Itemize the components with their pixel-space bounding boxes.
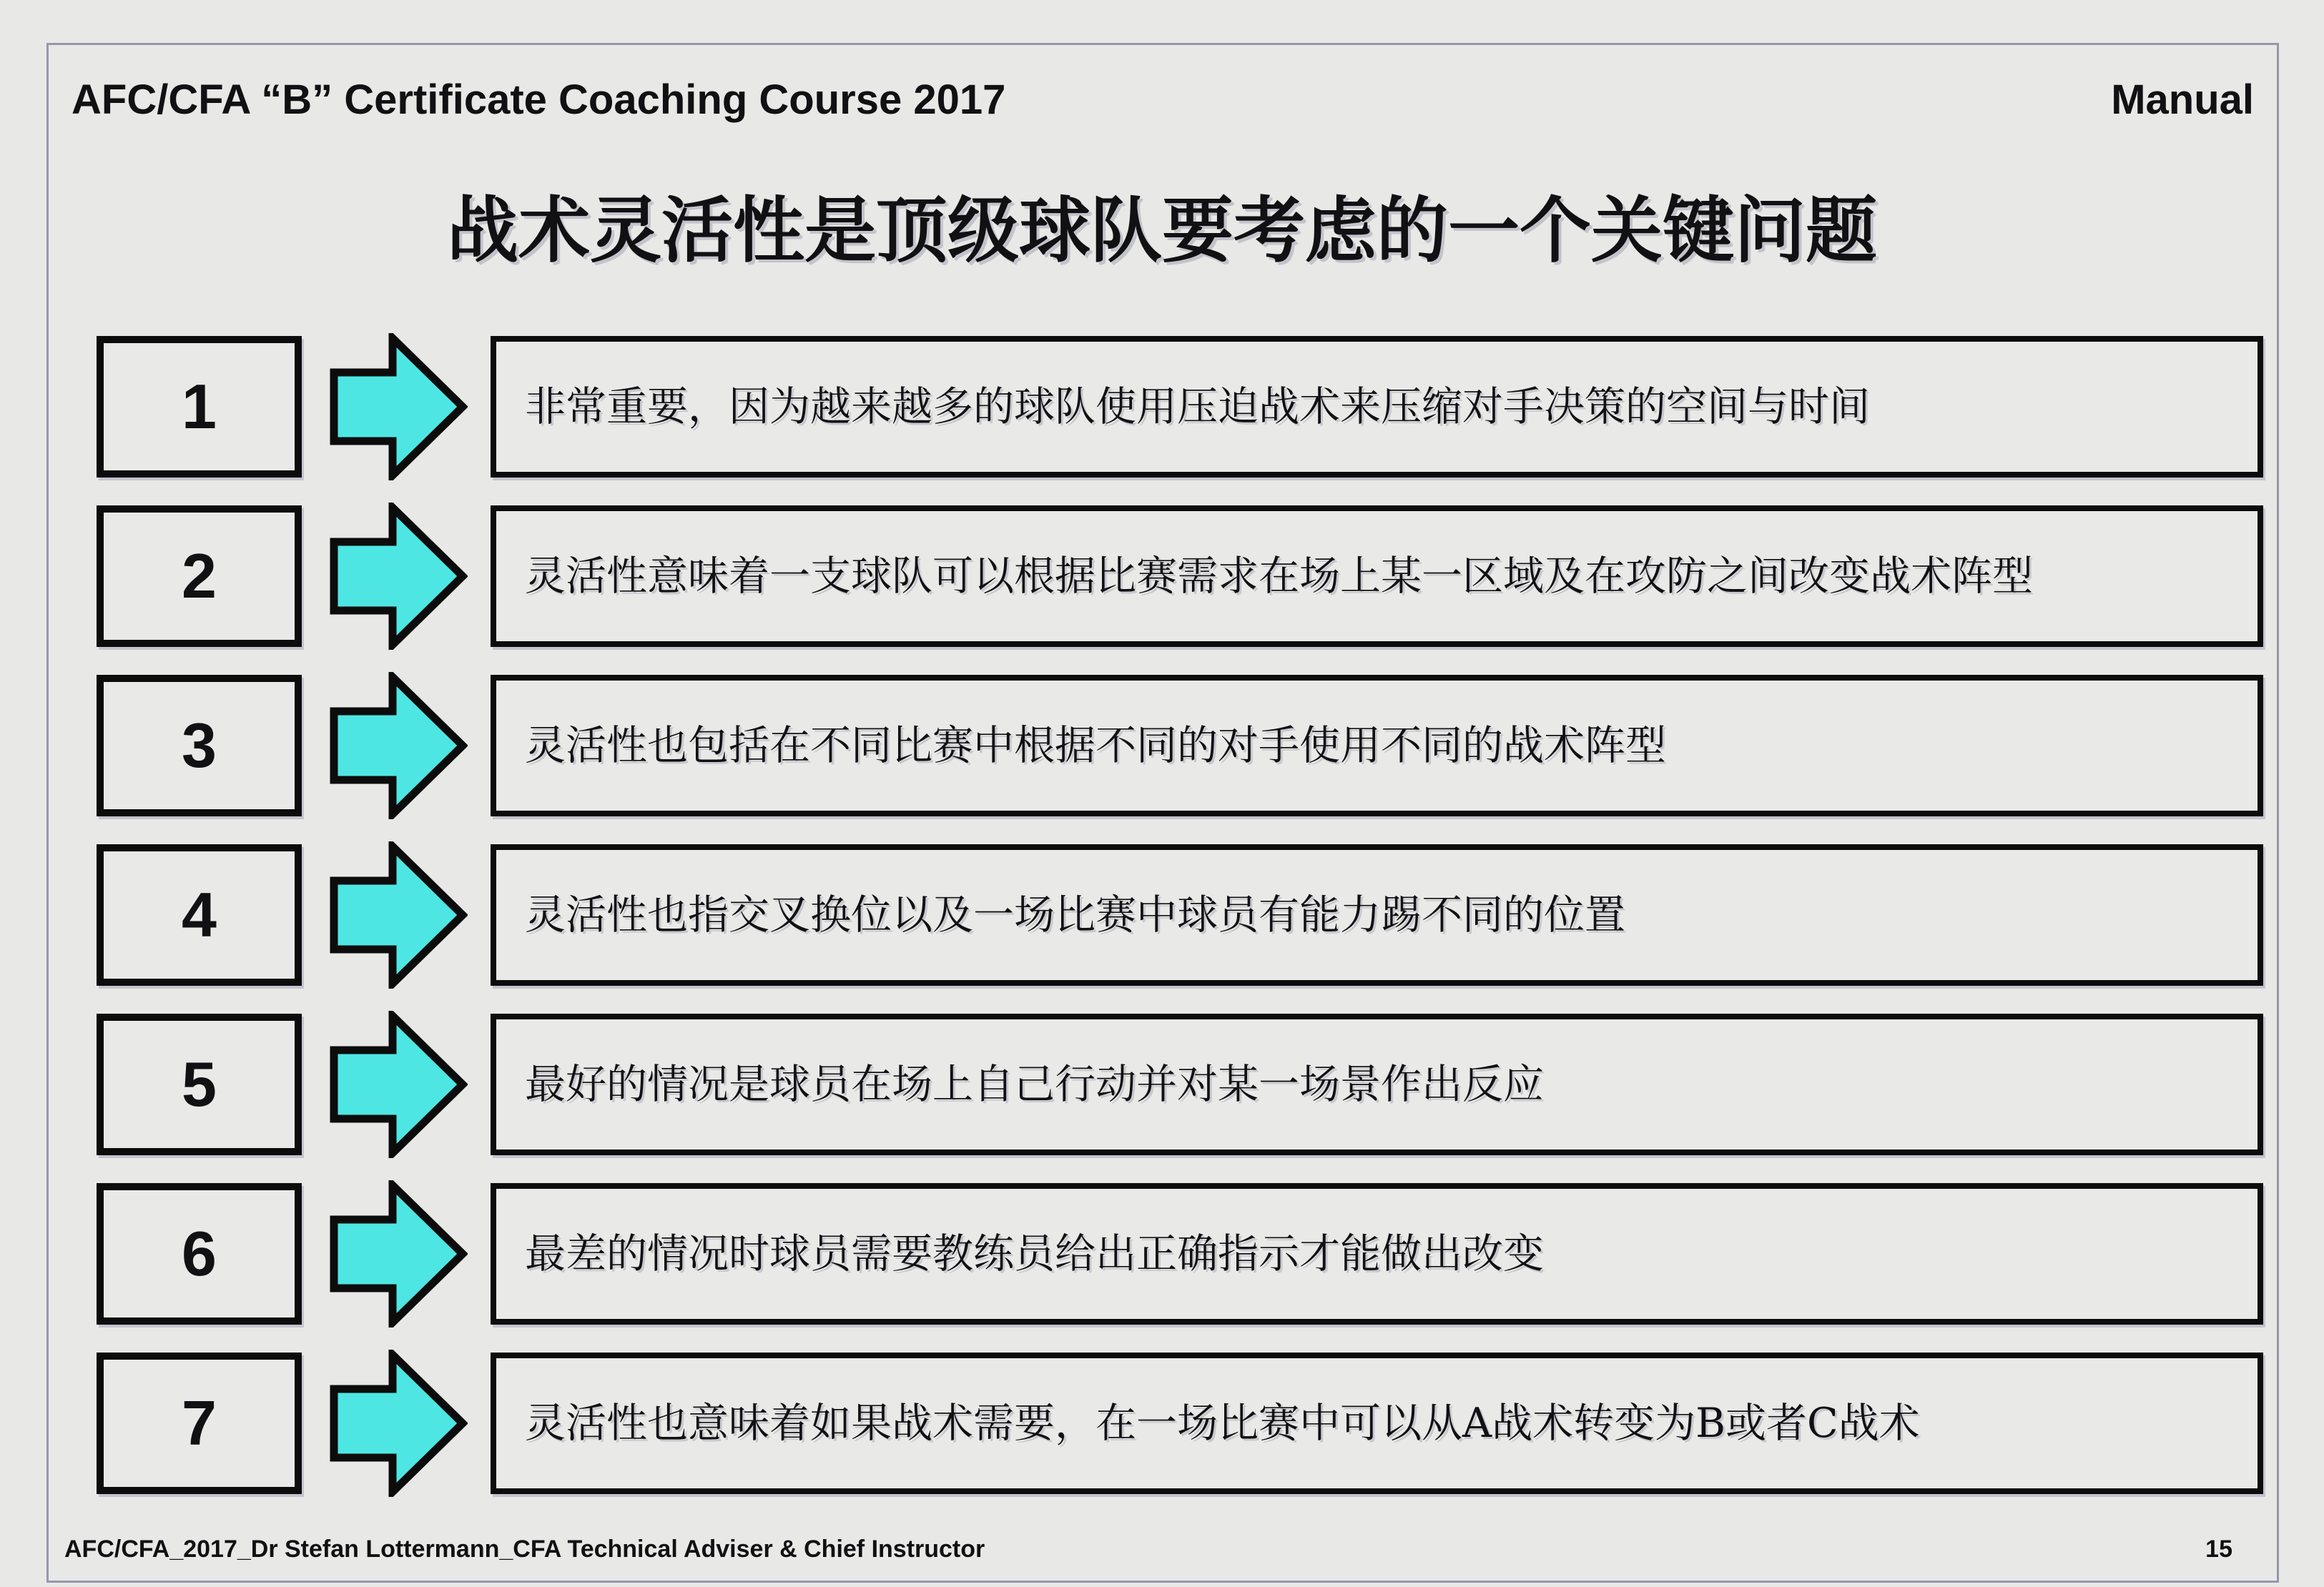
list-item	[97, 336, 2263, 478]
step-text: 灵活性也包括在不同比赛中根据不同的对手使用不同的战术阵型	[525, 721, 1666, 769]
list-item	[97, 505, 2263, 647]
step-number-box	[97, 1014, 302, 1155]
step-number-box	[97, 336, 302, 478]
step-text: 最好的情况是球员在场上自己行动并对某一场景作出反应	[525, 1060, 1544, 1108]
step-text-box	[491, 1014, 2263, 1155]
step-text: 灵活性也指交叉换位以及一场比赛中球员有能力踢不同的位置	[525, 891, 1625, 939]
right-arrow-icon	[330, 841, 468, 989]
step-text-box	[491, 844, 2263, 986]
page-number: 15	[2205, 1536, 2232, 1563]
step-number-box	[97, 505, 302, 647]
step-text: 最差的情况时球员需要教练员给出正确指示才能做出改变	[525, 1230, 1544, 1277]
step-number: 5	[182, 1049, 217, 1119]
step-text: 灵活性意味着一支球队可以根据比赛需求在场上某一区域及在攻防之间改变战术阵型	[525, 552, 2033, 600]
right-arrow-icon	[330, 503, 468, 650]
list-item	[97, 844, 2263, 986]
steps-list	[97, 336, 2263, 1494]
footer-credit: AFC/CFA_2017_Dr Stefan Lottermann_CFA Technical Adviser & Chief Instructor	[64, 1536, 985, 1563]
step-text-box	[491, 675, 2263, 816]
step-number-box	[97, 844, 302, 986]
right-arrow-icon	[330, 1011, 468, 1158]
right-arrow-icon	[330, 333, 468, 480]
list-item	[97, 1353, 2263, 1494]
right-arrow-icon	[330, 1180, 468, 1328]
list-item	[97, 675, 2263, 816]
step-number: 1	[182, 371, 217, 442]
step-text-box	[491, 336, 2263, 478]
step-number-box	[97, 1353, 302, 1494]
step-number: 3	[182, 710, 217, 781]
step-number-box	[97, 1183, 302, 1325]
right-arrow-icon	[330, 1350, 468, 1497]
list-item	[97, 1014, 2263, 1155]
step-number: 6	[182, 1218, 217, 1289]
document-type-label: Manual	[2111, 76, 2254, 123]
course-title: AFC/CFA “B” Certificate Coaching Course 2017	[72, 76, 1006, 123]
step-text: 灵活性也意味着如果战术需要，在一场比赛中可以从A战术转变为B或者C战术	[525, 1399, 1920, 1447]
step-text-box	[491, 1353, 2263, 1494]
step-text-box	[491, 505, 2263, 647]
step-number-box	[97, 675, 302, 816]
step-number: 2	[182, 540, 217, 611]
list-item	[97, 1183, 2263, 1325]
step-number: 4	[182, 879, 217, 950]
step-text-box	[491, 1183, 2263, 1325]
right-arrow-icon	[330, 672, 468, 819]
page-title: 战术灵活性是顶级球队要考虑的一个关键问题	[447, 188, 1877, 272]
step-text: 非常重要，因为越来越多的球队使用压迫战术来压缩对手决策的空间与时间	[525, 382, 1870, 430]
step-number: 7	[182, 1388, 217, 1458]
